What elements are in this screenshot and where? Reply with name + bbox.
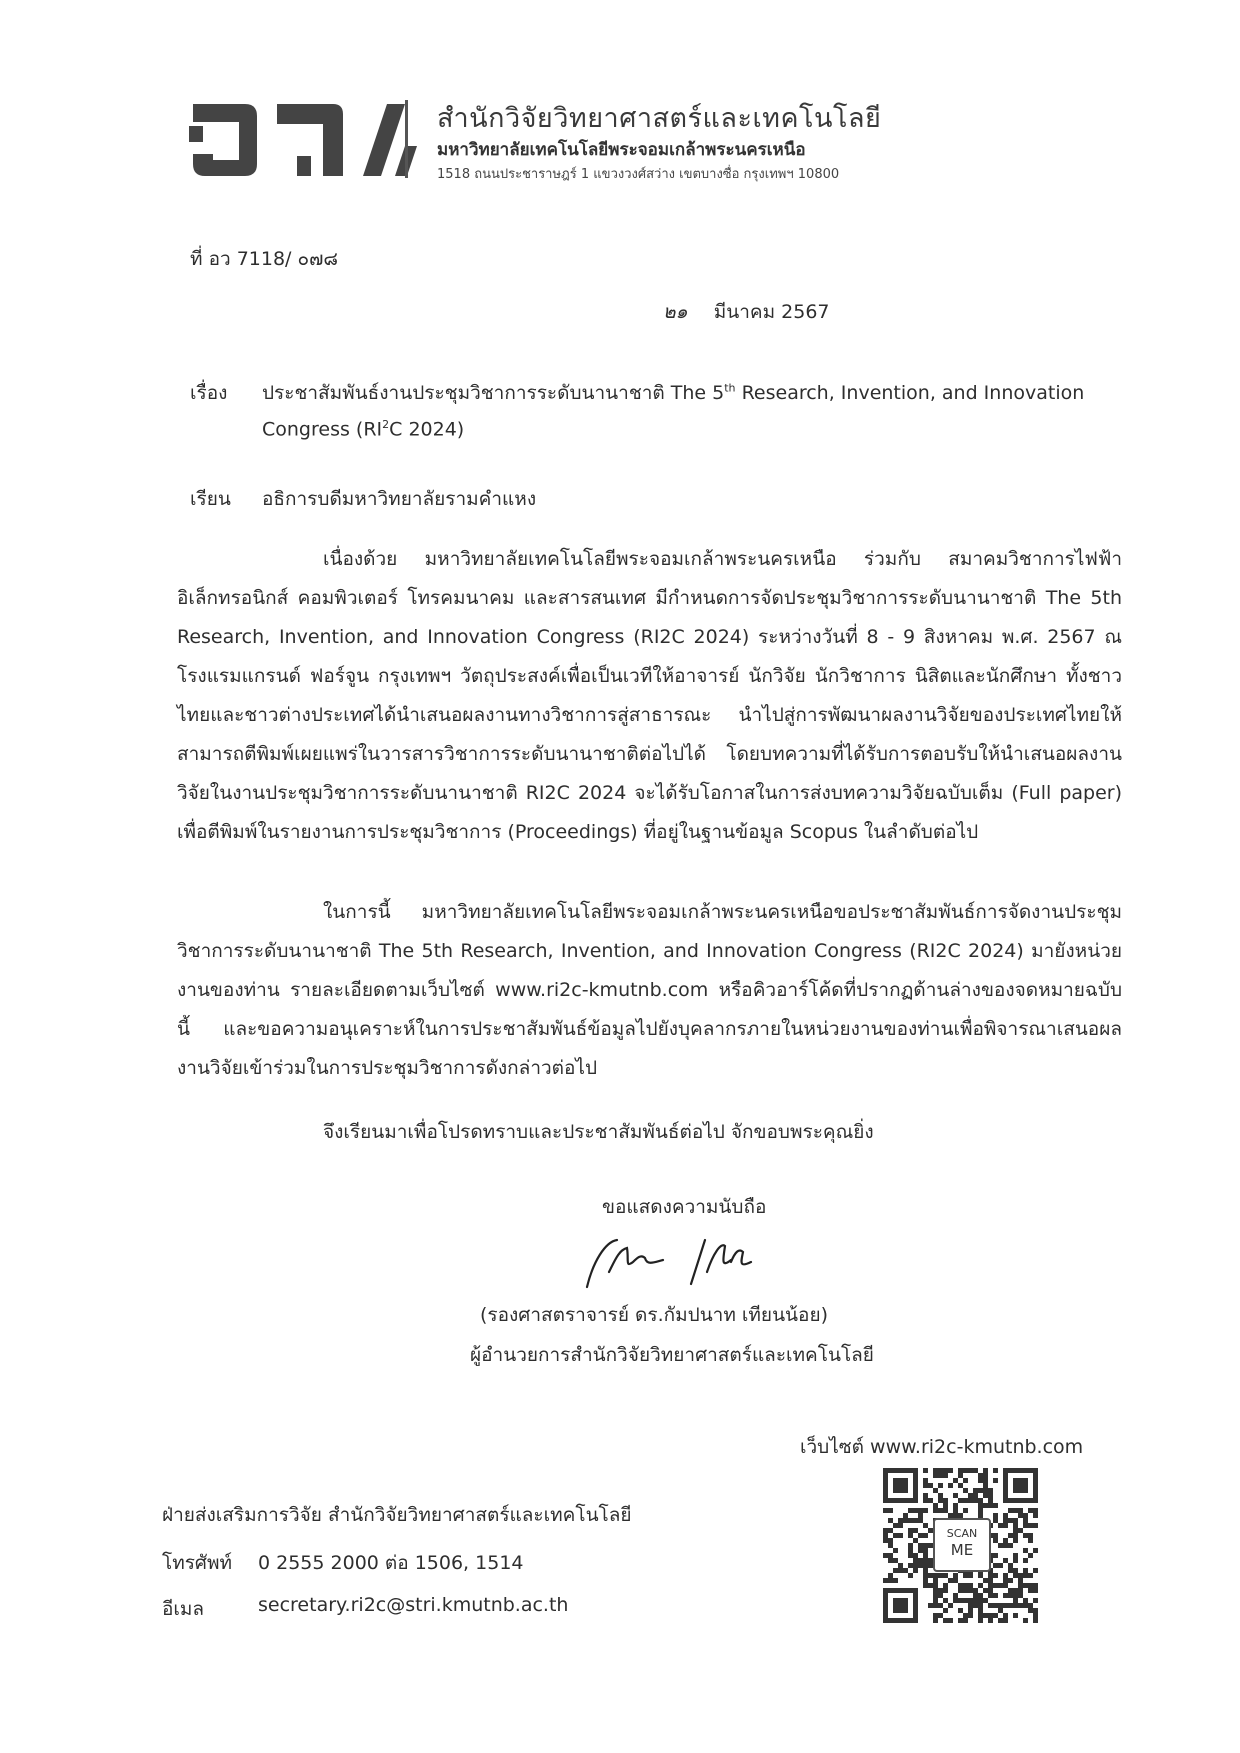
signatory-title: ผู้อำนวยการสำนักวิจัยวิทยาศาสตร์และเทคโนโลยี bbox=[470, 1344, 874, 1366]
reference-label: ที่ bbox=[190, 248, 203, 270]
recipient-label: เรียน bbox=[190, 488, 231, 510]
handwritten-signature bbox=[575, 1232, 790, 1292]
university-name: มหาวิทยาลัยเทคโนโลยีพระจอมเกล้าพระนครเหนือ bbox=[437, 140, 806, 160]
footer-email-link[interactable]: secretary.ri2c@stri.kmutnb.ac.th bbox=[258, 1594, 569, 1616]
footer-phone: 0 2555 2000 ต่อ 1506, 1514 bbox=[258, 1552, 524, 1574]
signatory-name: (รองศาสตราจารย์ ดร.กัมปนาท เทียนน้อย) bbox=[480, 1304, 829, 1326]
footer-phone-label: โทรศัพท์ bbox=[162, 1552, 233, 1574]
website-label: เว็บไซต์ www.ri2c-kmutnb.com bbox=[800, 1436, 1084, 1458]
body-paragraph-1: เนื่องด้วย มหาวิทยาลัยเทคโนโลยีพระจอมเกล้าพระนครเหนือ ร่วมกับ สมาคมวิชาการไฟฟ้า อิเล็กทรอนิกส์ คอมพิวเตอร์ โทรคมนาคม และสารสนเทศ มีกำหนดการจัดประชุมวิชาการระดับนานาชาติ The 5th Research, Invention, and Innovation Congress (RI2C 2024) ระหว่างวันที่ 8 - 9 สิงหาคม พ.ศ. 2567 ณ โรงแรมแกรนด์ ฟอร์จูน กรุงเทพฯ วัตถุประสงค์เพื่อเป็นเวทีให้อาจารย์ นักวิจัย นักวิชาการ นิสิตและนักศึกษา ทั้งชาวไทยและชาวต่างประเทศได้นำเสนอผลงานทางวิชาการสู่สาธารณะ นำไปสู่การพัฒนาผลงานวิจัยของประเทศไทยให้สามารถตีพิมพ์เผยแพร่ในวารสารวิชาการระดับนานาชาติต่อไปได้ โดยบทความที่ได้รับการตอบรับให้นำเสนอผลงานวิจัยในงานประชุมวิชาการระดับนานาชาติ RI2C 2024 จะได้รับโอกาสในการส่งบทความวิจัยฉบับเต็ม (Full paper) เพื่อตีพิมพ์ในรายงานการประชุมวิชาการ (Proceedings) ที่อยู่ในฐานข้อมูล Scopus ในลำดับต่อไป bbox=[177, 548, 1122, 843]
recipient-value: อธิการบดีมหาวิทยาลัยรามคำแหง bbox=[262, 488, 537, 510]
org-address: 1518 ถนนประชาราษฎร์ 1 แขวงวงศ์สว่าง เขตบางซื่อ กรุงเทพฯ 10800 bbox=[437, 167, 840, 182]
subject-line-1: ประชาสัมพันธ์งานประชุมวิชาการระดับนานาชาติ The 5th Research, Invention, and Innovation bbox=[262, 381, 1085, 404]
reference-number bbox=[190, 244, 338, 274]
closing-phrase: ขอแสดงความนับถือ bbox=[602, 1196, 767, 1218]
footer-department: ฝ่ายส่งเสริมการวิจัย สำนักวิจัยวิทยาศาสตร์และเทคโนโลยี bbox=[162, 1504, 632, 1526]
scan-me-line-1: SCAN bbox=[946, 1527, 978, 1540]
date-day: ๒๑ bbox=[663, 301, 688, 323]
footer-email-label: อีเมล bbox=[162, 1598, 205, 1620]
reference-value: อว 7118/ ๐๗๘ bbox=[208, 248, 339, 270]
body-paragraph-3: จึงเรียนมาเพื่อโปรดทราบและประชาสัมพันธ์ต่อไป จักขอบพระคุณยิ่ง bbox=[323, 1121, 874, 1143]
scan-me-badge bbox=[933, 1518, 991, 1572]
org-name: สำนักวิจัยวิทยาศาสตร์และเทคโนโลยี bbox=[437, 103, 882, 134]
subject-line-2: Congress ($RI^2C$ 2024) bbox=[262, 418, 465, 441]
org-logo bbox=[185, 98, 420, 180]
body-paragraph-2: ในการนี้ มหาวิทยาลัยเทคโนโลยีพระจอมเกล้าพระนครเหนือขอประชาสัมพันธ์การจัดงานประชุมวิชาการระดับนานาชาติ The 5th Research, Invention, and Innovation Congress (RI2C 2024) มายังหน่วยงานของท่าน รายละเอียดตามเว็บไซต์ www.ri2c-kmutnb.com หรือคิวอาร์โค้ดที่ปรากฏด้านล่างของจดหมายฉบับนี้ และขอความอนุเคราะห์ในการประชาสัมพันธ์ข้อมูลไปยังบุคลากรภายในหน่วยงานของท่านเพื่อพิจารณาเสนอผลงานวิจัยเข้าร่วมในการประชุมวิชาการดังกล่าวต่อไป bbox=[177, 901, 1122, 1079]
date-month-year: มีนาคม 2567 bbox=[713, 301, 830, 323]
scan-me-line-2: ME bbox=[950, 1541, 974, 1559]
letter-date bbox=[663, 297, 830, 327]
subject-label: เรื่อง bbox=[190, 382, 228, 404]
logo-divider bbox=[405, 100, 408, 178]
